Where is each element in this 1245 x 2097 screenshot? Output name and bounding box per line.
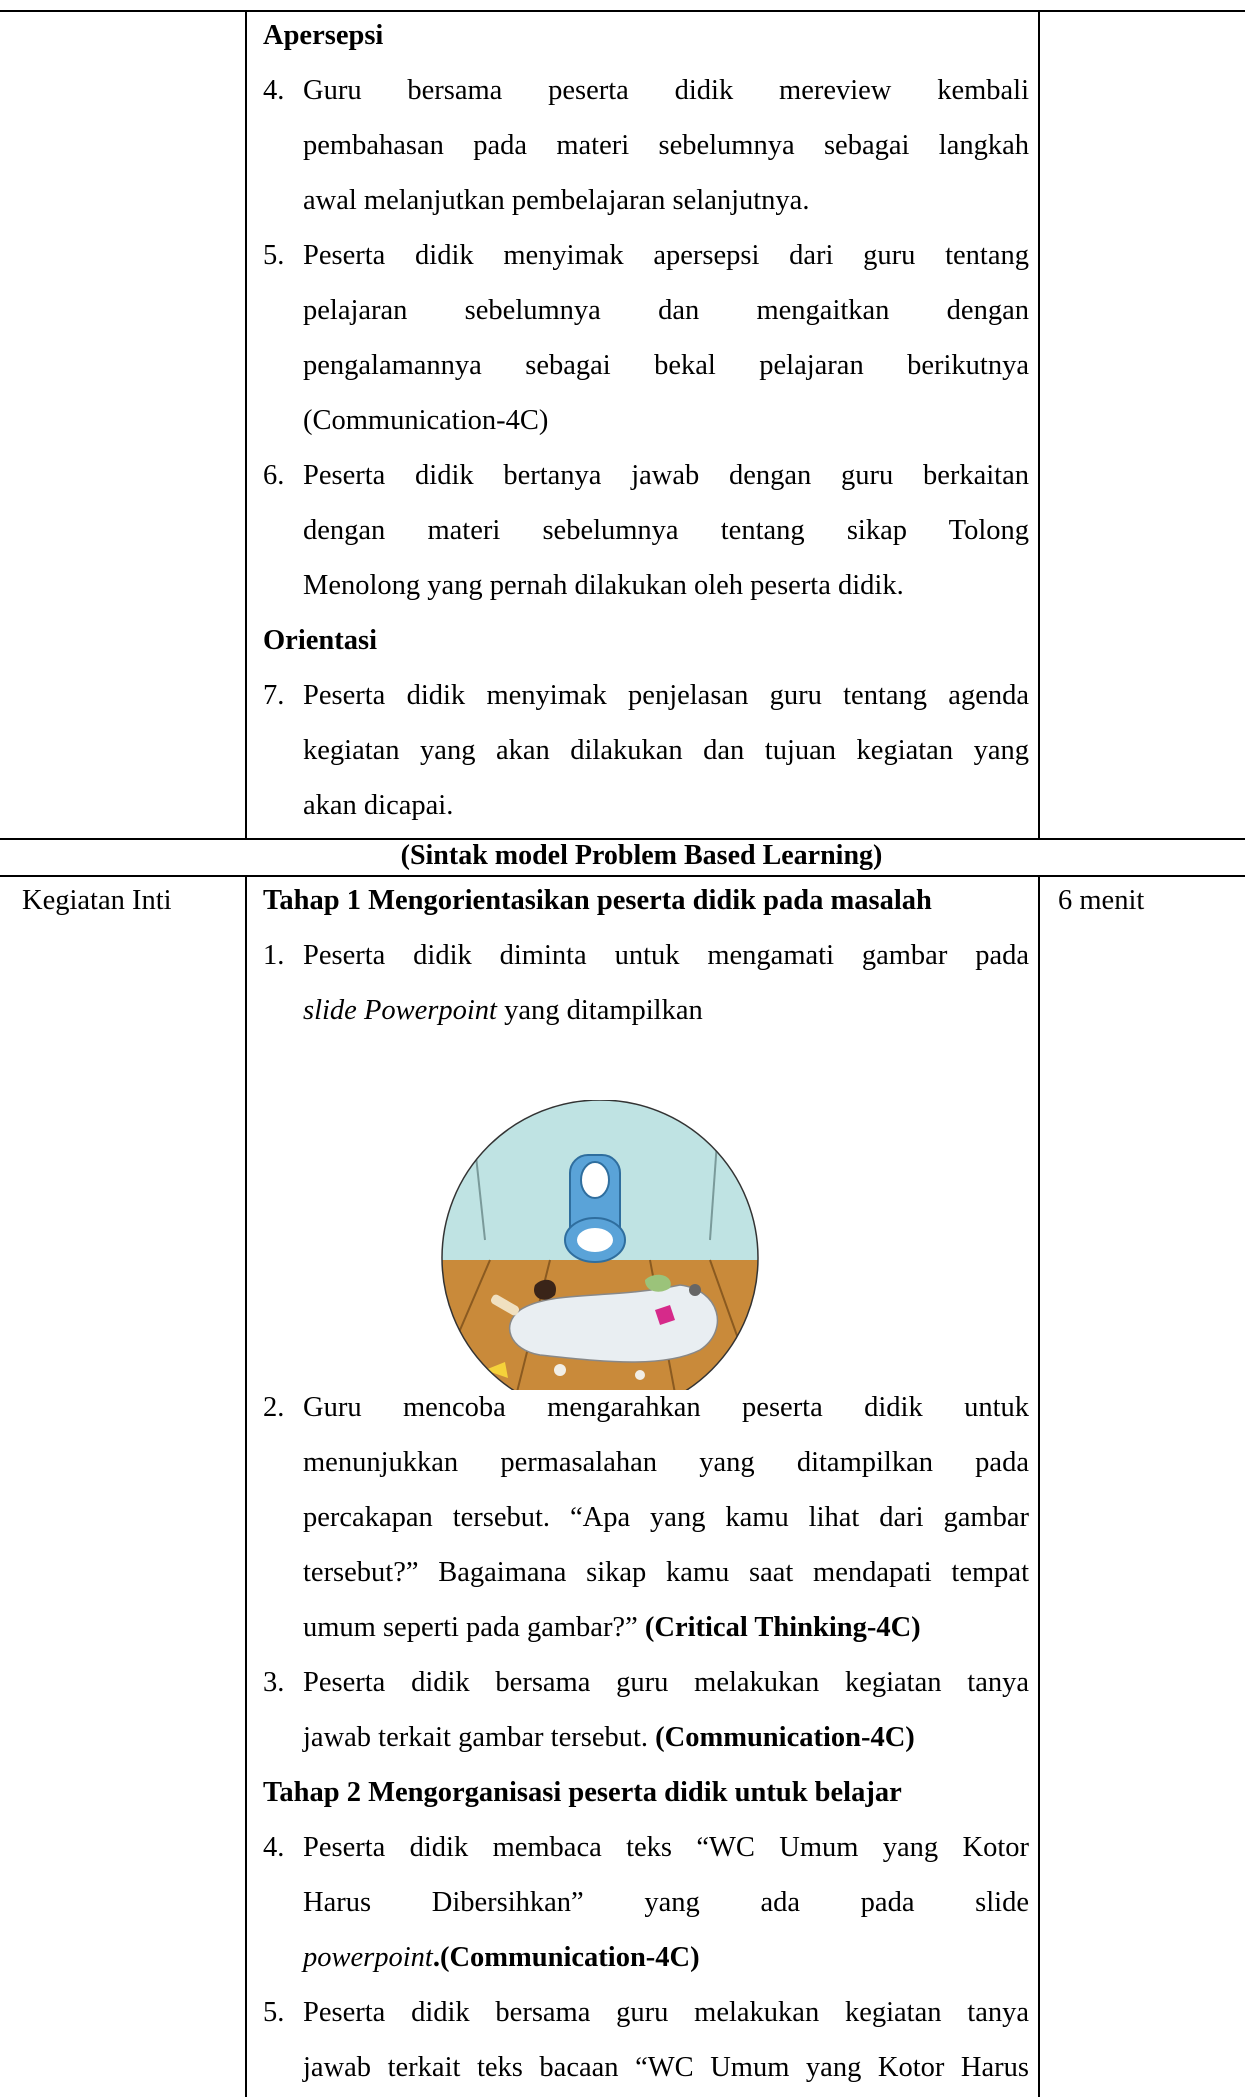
table-top-border bbox=[0, 10, 1245, 12]
sintak-header: (Sintak model Problem Based Learning) bbox=[400, 840, 883, 871]
table-col1-border bbox=[245, 10, 247, 838]
dirty-toilet-illustration bbox=[430, 1100, 770, 1390]
apersepsi-heading: Apersepsi bbox=[263, 20, 384, 51]
table-col3-border bbox=[1038, 10, 1040, 838]
lesson-plan-page: Apersepsi 4. Guru bersama peserta didik mereview kembali pembahasan pada materi sebelumnya sebagai langkah awal melanjutkan pembelajaran selanjutnya. 5. Peserta didik menyimak apersepsi dari guru tentang pelajaran sebelumnya dan mengaitkan dengan pengalamannya sebagai bekal pelajaran berikutnya (Communication-4C) 6. Peserta didik bertanya jawab dengan guru berkaitan dengan materi sebelumnya tentang sikap Tolong Menolong yang pernah dilakukan oleh peserta didik. Orientasi 7. Peserta didik menyimak penjelasan guru tentang agenda kegiatan yang akan dilakukan dan tujuan kegiatan yang akan dicapai. (Sintak model Problem Based Learning) Kegiatan Inti 6 menit Tahap 1 Mengorientasikan peserta didik pada masalah 1. Peserta didik diminta untuk mengamati gambar pada slide Powerpoint yang ditampilkan 2. Guru mencoba mengarahkan peserta didik untuk menunjukkan permasalahan yang ditampilkan pada percakapan tersebut. “Apa yang kamu lihat dari gambar tersebut?” Bagaimana sikap kamu saat mendapati tempat umum seperti pada gambar?” (Critical Thinking-4C) 3. Peserta didik bersama guru melakukan kegiatan tanya jawab terkait gambar tersebut. (Communication-4C) Tahap 2 Mengorganisasi peserta didik untuk belajar 4. Peserta didik membaca teks “WC Umum yang Kotor Harus Dibersihkan” yang ada pada slide powerpoint.(Communication-4C) 5. Peserta didik bersama guru melakukan kegiatan tanya jawab terkait teks bacaan “WC Umum yang Kotor Harus bbox=[0, 0, 1245, 2097]
table-col1-border-2 bbox=[245, 875, 247, 2097]
orientasi-heading: Orientasi bbox=[263, 625, 377, 656]
tahap1-heading: Tahap 1 Mengorientasikan peserta didik pada masalah bbox=[263, 885, 932, 916]
table-col3-border-2 bbox=[1038, 875, 1040, 2097]
kegiatan-inti-label: Kegiatan Inti bbox=[22, 885, 172, 916]
duration-label: 6 menit bbox=[1058, 885, 1145, 916]
tahap2-heading: Tahap 2 Mengorganisasi peserta didik untuk belajar bbox=[263, 1777, 902, 1808]
